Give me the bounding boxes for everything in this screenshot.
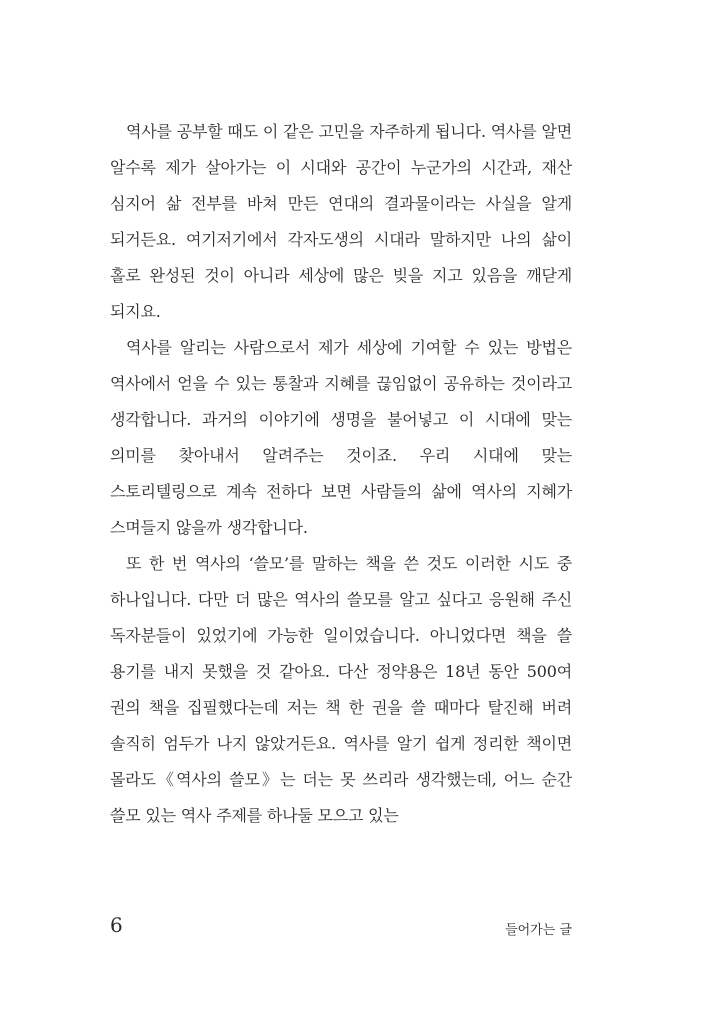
paragraph-1: 역사를 공부할 때도 이 같은 고민을 자주하게 됩니다. 역사를 알면 알수록 제가 살아가는 이 시대와 공간이 누군가의 시간과, 재산 심지어 삶 전부를 바쳐 만든 연대의 결과물이라는 사실을 알게 되거든요. 여기저기에서 각자도생의 시대라 말하지만 나의 삶이 홀로 완성된 것이 아니라 세상에 많은 빚을 지고 있음을 깨닫게 되지요. (110, 122, 572, 321)
body-text (110, 114, 572, 834)
running-footer-section-title: 들어가는 글 (505, 923, 572, 938)
page-number: 6 (110, 913, 123, 937)
paragraph-3: 또 한 번 역사의 ‘쓸모’를 말하는 책을 쓴 것도 이러한 시도 중 하나입니다. 다만 더 많은 역사의 쓸모를 알고 싶다고 응원해 주신 독자분들이 있었기에 가능한 일이었습니다. 아니었다면 책을 쓸 용기를 내지 못했을 것 같아요. 다산 정약용은 18년 동안 500여 권의 책을 집필했다는데 저는 책 한 권을 쓸 때마다 탈진해 버려 솔직히 엄두가 나지 않았거든요. 역사를 알기 쉽게 정리한 책이면 몰라도《역사의 쓸모》는 더는 못 쓰리라 생각했는데, 어느 순간 쓸모 있는 역사 주제를 하나둘 모으고 있는 (110, 554, 572, 825)
paragraph-2: 역사를 알리는 사람으로서 제가 세상에 기여할 수 있는 방법은 역사에서 얻을 수 있는 통찰과 지혜를 끊임없이 공유하는 것이라고 생각합니다. 과거의 이야기에 생명을 불어넣고 이 시대에 맞는 의미를 찾아내서 알려주는 것이죠. 우리 시대에 맞는 스토리텔링으로 계속 전하다 보면 사람들의 삶에 역사의 지혜가 스며들지 않을까 생각합니다. (110, 338, 573, 537)
